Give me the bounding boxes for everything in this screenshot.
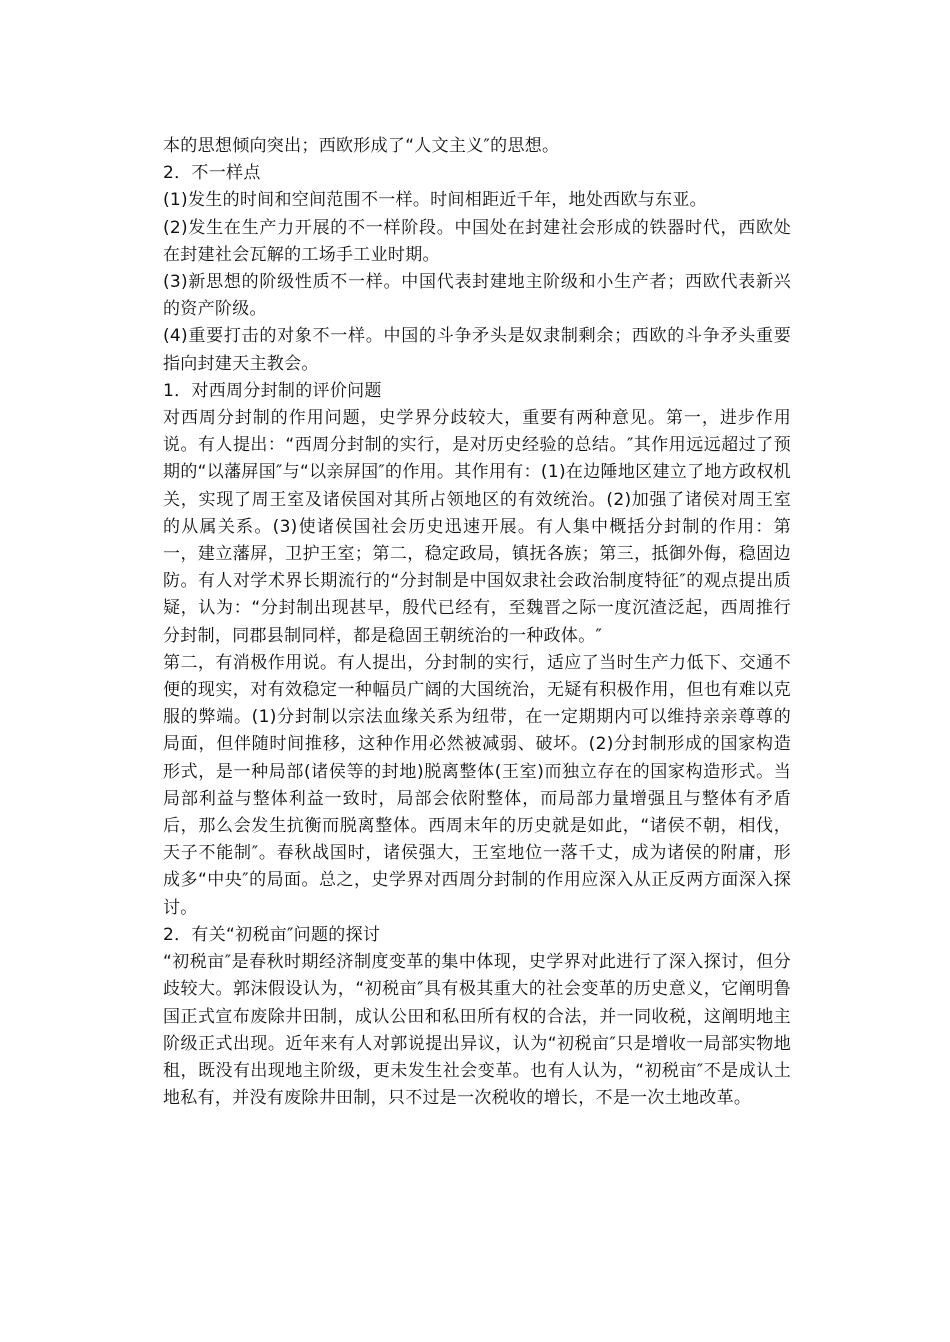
heading-fengjian-evaluation: 1．对西周分封制的评价问题: [163, 380, 382, 401]
list-item-4: (4)重要打击的对象不一样。中国的斗争矛头是奴隶制剩余；西欧的斗争矛头重要指向封建天主教会。: [163, 326, 791, 374]
paragraph-negative-view: 第二，有消极作用说。有人提出，分封制的实行，适应了当时生产力低下、交通不便的现实，对有效稳定一种幅员广阔的大国统治，无疑有积极作用，但也有难以克服的弊端。(1)分封制以宗法血缘关系为纽带，在一定期期内可以维持亲亲尊尊的局面，但伴随时间推移，这种作用必然被减弱、破坏。(2)分封制形成的国家构造形式，是一种局部(诸侯等的封地)脱离整体(王室)而独立存在的国家构造形式。当局部利益与整体利益一致时，局部会依附整体，而局部力量增强且与整体有矛盾后，那么会发生抗衡而脱离整体。西周末年的历史就是如此，“诸侯不朝，相伐，天子不能制″。春秋战国时，诸侯强大，王室地位一落千丈，成为诸侯的附庸，形成多“中央″的局面。总之，史学界对西周分封制的作用应深入从正反两方面深入探讨。: [163, 652, 791, 918]
document-body: [163, 133, 791, 1112]
list-item-2: (2)发生在生产力开展的不一样阶段。中国处在封建社会形成的铁器时代，西欧处在封建社会瓦解的工场手工业时期。: [163, 217, 791, 265]
paragraph-continuation: 本的思想倾向突出；西欧形成了“人文主义″的思想。: [163, 136, 560, 156]
heading-chushuimu: 2．有关“初税亩″问题的探讨: [163, 924, 381, 945]
paragraph-chushuimu: “初税亩″是春秋时期经济制度变革的集中体现，史学界对此进行了深入探讨，但分歧较大。郭沫假设认为，“初税亩″具有极其重大的社会变革的历史意义，它阐明鲁国正式宣布废除井田制，成认公田和私田所有权的合法，并一同收税，这阐明地主阶级正式出现。近年来有人对郭说提出异议，认为“初税亩″只是增收一局部实物地租，既没有出现地主阶级，更未发生社会变革。也有人认为，“初税亩″不是成认土地私有，并没有废除井田制，只不过是一次税收的增长，不是一次土地改革。: [163, 952, 791, 1109]
heading-differences: 2．不一样点: [163, 163, 261, 184]
list-item-3: (3)新思想的阶级性质不一样。中国代表封建地主阶级和小生产者；西欧代表新兴的资产阶级。: [163, 272, 791, 320]
paragraph-positive-view: 对西周分封制的作用问题，史学界分歧较大，重要有两种意见。第一，进步作用说。有人提出：“西周分封制的实行，是对历史经验的总结。″其作用远远超过了预期的“以藩屏国″与“以亲屏国″的作用。其作用有：(1)在边陲地区建立了地方政权机关，实现了周王室及诸侯国对其所占领地区的有效统治。(2)加强了诸侯对周王室的从属关系。(3)使诸侯国社会历史迅速开展。有人集中概括分封制的作用：第一，建立藩屏，卫护王室；第二，稳定政局，镇抚各族；第三，抵御外侮，稳固边防。有人对学术界长期流行的“分封制是中国奴隶社会政治制度特征″的观点提出质疑，认为：“分封制出现甚早，殷代已经有，至魏晋之际一度沉渣泛起，西周推行分封制，同郡县制同样，都是稳固王朝统治的一种政体。″: [163, 408, 791, 646]
list-item-1: (1)发生的时间和空间范围不一样。时间相距近千年，地处西欧与东亚。: [163, 190, 707, 211]
